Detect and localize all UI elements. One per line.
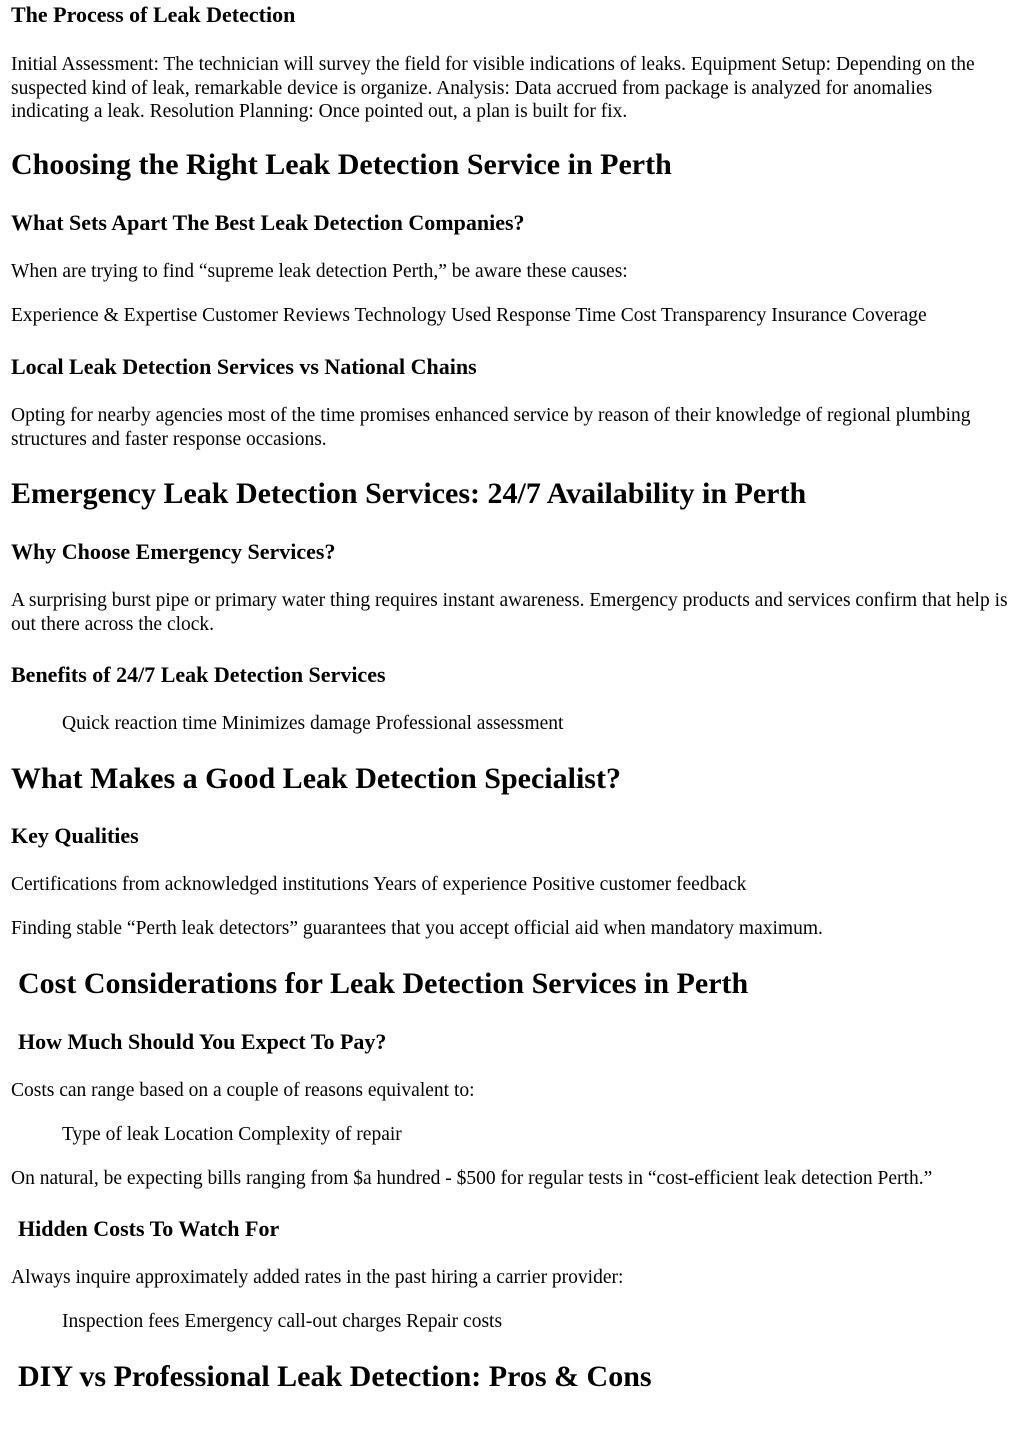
paragraph-local: Opting for nearby agencies most of the time promises enhanced service by reason of their knowledge of regional plumbing structures and faster response occasions. xyxy=(11,405,971,450)
paragraph-best-intro: When are trying to find “supreme leak detection Perth,” be aware these causes: xyxy=(11,261,628,282)
subheading-hidden-costs: Hidden Costs To Watch For xyxy=(18,1216,280,1241)
subheading-key-qualities: Key Qualities xyxy=(11,823,139,848)
subheading-expect-to-pay: How Much Should You Expect To Pay? xyxy=(18,1029,387,1054)
section-heading-emergency: Emergency Leak Detection Services: 24/7 Availability in Perth xyxy=(11,477,807,510)
section-heading-specialist: What Makes a Good Leak Detection Specialist? xyxy=(11,762,621,795)
section-heading-diy: DIY vs Professional Leak Detection: Pros & Cons xyxy=(18,1360,652,1393)
paragraph-process: Initial Assessment: The technician will survey the field for visible indications of leaks. Equipment Setup: Depending on the suspected kind of leak, remarkable device is organize. Analysis: Data accrued from package is analyzed for anomalies indicating a leak. Resolution Planning: Once pointed out, a plan is built for fix. xyxy=(11,54,975,122)
subheading-benefits: Benefits of 24/7 Leak Detection Services xyxy=(11,662,386,687)
section-heading-choosing: Choosing the Right Leak Detection Service in Perth xyxy=(11,148,672,181)
paragraph-hidden-intro: Always inquire approximately added rates in the past hiring a carrier provider: xyxy=(11,1267,624,1288)
subheading-local-vs-national: Local Leak Detection Services vs National Chains xyxy=(11,354,477,379)
section-heading-cost: Cost Considerations for Leak Detection Services in Perth xyxy=(18,967,749,1000)
list-hidden-costs: Inspection fees Emergency call-out charges Repair costs xyxy=(62,1311,503,1332)
paragraph-pay-intro: Costs can range based on a couple of reasons equivalent to: xyxy=(11,1080,475,1101)
section-heading-process: The Process of Leak Detection xyxy=(11,2,296,27)
paragraph-qualities: Finding stable “Perth leak detectors” guarantees that you accept official aid when mandatory maximum. xyxy=(11,918,823,939)
list-benefits: Quick reaction time Minimizes damage Professional assessment xyxy=(62,713,564,734)
list-cost-factors: Type of leak Location Complexity of repair xyxy=(62,1124,402,1145)
subheading-why-emergency: Why Choose Emergency Services? xyxy=(11,539,336,564)
paragraph-why-emergency: A surprising burst pipe or primary water thing requires instant awareness. Emergency products and services confirm that help is out there across the clock. xyxy=(11,590,1008,635)
list-key-qualities: Certifications from acknowledged institutions Years of experience Positive customer feedback xyxy=(11,874,747,895)
subheading-best-companies: What Sets Apart The Best Leak Detection Companies? xyxy=(11,210,525,235)
paragraph-pay-range: On natural, be expecting bills ranging from $a hundred - $500 for regular tests in “cost-efficient leak detection Perth.” xyxy=(11,1168,933,1189)
list-best-factors: Experience & Expertise Customer Reviews Technology Used Response Time Cost Transparency Insurance Coverage xyxy=(11,305,927,326)
